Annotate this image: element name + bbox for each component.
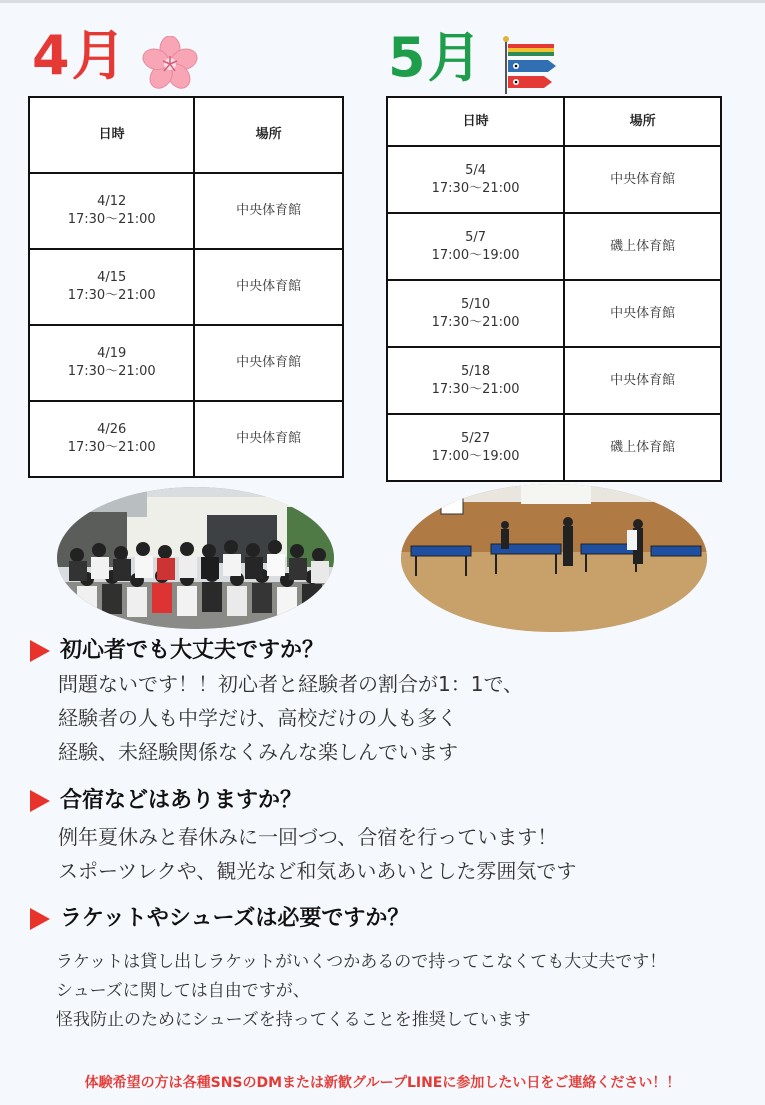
answer-line: ラケットは貸し出しラケットがいくつかあるので持ってこなくても大丈夫です！ xyxy=(56,952,667,972)
time: 17:30〜21:00 xyxy=(431,381,520,397)
table-row xyxy=(387,146,721,213)
answer-line: 経験、未経験関係なくみんな楽しんでいます xyxy=(58,740,458,764)
time: 17:00〜19:00 xyxy=(431,448,520,464)
april-title: 4月 xyxy=(32,24,128,87)
place-header: 場所 xyxy=(564,97,721,146)
faq-question-3 xyxy=(30,904,409,934)
table-row xyxy=(387,347,721,414)
faq-question-2 xyxy=(30,786,302,816)
date: 4/26 xyxy=(97,422,127,437)
time: 17:30〜21:00 xyxy=(431,314,520,330)
cherry-blossom-icon xyxy=(142,36,198,90)
place: 中央体育館 xyxy=(564,280,721,347)
answer-line: 問題ないです！！初心者と経験者の割合が1：1で、 xyxy=(58,672,524,696)
date: 5/27 xyxy=(460,430,491,446)
date: 5/10 xyxy=(460,296,491,312)
place: 中央体育館 xyxy=(564,347,721,414)
question-text: ラケットやシューズは必要ですか？ xyxy=(60,906,410,931)
table-row xyxy=(29,249,343,325)
time: 17:30〜21:00 xyxy=(67,364,156,379)
place: 中央体育館 xyxy=(564,146,721,213)
time: 17:30〜21:00 xyxy=(67,212,156,227)
answer-line: 怪我防止のためにシューズを持ってくることを推奨しています xyxy=(56,1010,531,1030)
table-row xyxy=(387,280,721,347)
table-row xyxy=(29,401,343,477)
date: 5/7 xyxy=(465,229,487,245)
table-row xyxy=(29,325,343,401)
may-title: 5月 xyxy=(388,26,484,89)
group-photo xyxy=(57,487,334,629)
carp-streamer-icon xyxy=(500,36,560,94)
contact-footer: 体験希望の方は各種SNSのDMまたは新歓グループLINEに参加したい日をご連絡ください！！ xyxy=(84,1075,681,1091)
may-schedule-table xyxy=(386,96,722,482)
faq-answer-2 xyxy=(58,820,576,888)
date-header: 日時 xyxy=(29,97,194,173)
place: 中央体育館 xyxy=(194,401,343,477)
table-row xyxy=(29,173,343,249)
answer-line: 経験者の人も中学だけ、高校だけの人も多く xyxy=(58,706,458,730)
question-text: 合宿などはありますか？ xyxy=(60,788,303,813)
place: 磯上体育館 xyxy=(564,213,721,280)
table-row xyxy=(387,213,721,280)
date: 4/19 xyxy=(97,346,127,361)
table-row xyxy=(387,414,721,481)
faq-question-1 xyxy=(30,636,324,666)
answer-line: スポーツレクや、観光など和気あいあいとした雰囲気です xyxy=(58,859,577,883)
april-schedule-table xyxy=(28,96,344,478)
date: 5/18 xyxy=(460,363,491,379)
triangle-bullet-icon xyxy=(30,640,50,662)
top-divider xyxy=(0,0,765,3)
faq-answer-1 xyxy=(58,667,523,769)
triangle-bullet-icon xyxy=(30,790,50,812)
place: 磯上体育館 xyxy=(564,414,721,481)
date: 4/15 xyxy=(97,270,127,285)
table-header-row xyxy=(387,97,721,146)
time: 17:30〜21:00 xyxy=(67,288,156,303)
time: 17:00〜19:00 xyxy=(431,247,520,263)
place: 中央体育館 xyxy=(194,173,343,249)
faq-answer-3 xyxy=(56,948,666,1035)
time: 17:30〜21:00 xyxy=(431,180,520,196)
place: 中央体育館 xyxy=(194,325,343,401)
date: 5/4 xyxy=(465,162,487,178)
triangle-bullet-icon xyxy=(30,908,50,930)
place: 中央体育館 xyxy=(194,249,343,325)
date: 4/12 xyxy=(97,194,127,209)
date-header: 日時 xyxy=(387,97,564,146)
answer-line: 例年夏休みと春休みに一回づつ、合宿を行っています！ xyxy=(58,825,558,849)
answer-line: シューズに関しては自由ですが、 xyxy=(56,981,310,1001)
table-header-row xyxy=(29,97,343,173)
question-text: 初心者でも大丈夫ですか？ xyxy=(60,638,325,663)
place-header: 場所 xyxy=(194,97,343,173)
table-tennis-gym-photo xyxy=(401,484,707,632)
time: 17:30〜21:00 xyxy=(67,440,156,455)
